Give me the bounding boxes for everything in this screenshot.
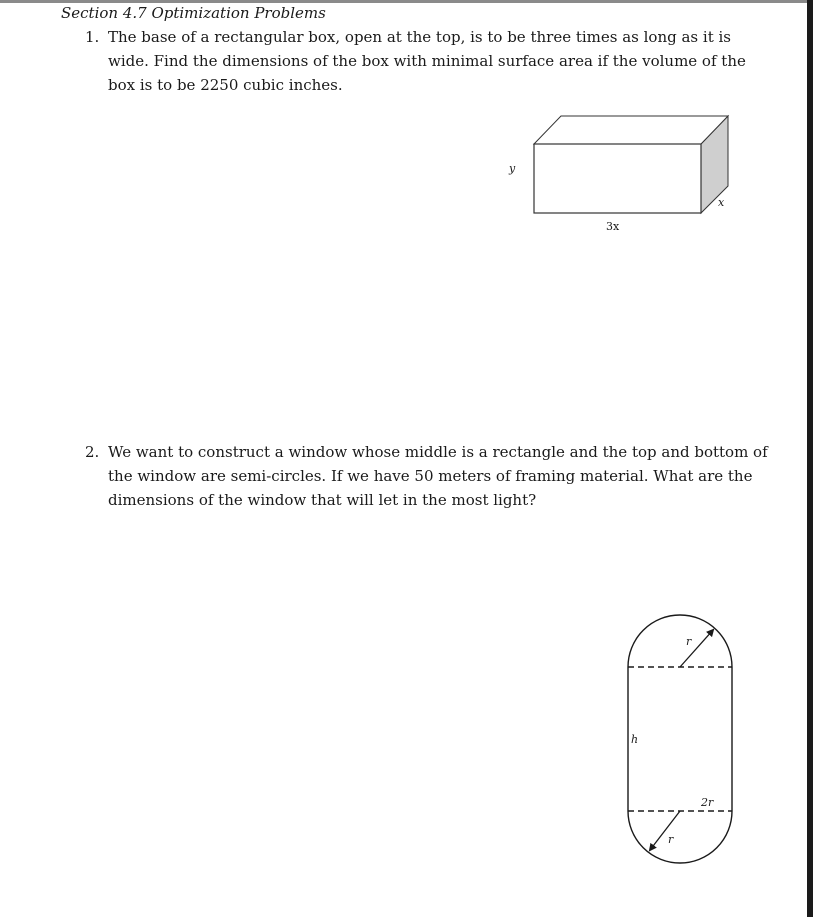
box-top-face [534, 116, 728, 144]
page-top-border [0, 0, 813, 3]
section-title: Section 4.7 Optimization Problems [61, 4, 326, 22]
window-width-label: 2r [701, 796, 714, 809]
box-figure [490, 110, 750, 240]
problem-1-number: 1. [85, 28, 100, 46]
page-right-border [807, 0, 813, 917]
bottom-radius-label: r [668, 833, 674, 846]
window-outline [628, 615, 732, 863]
box-length-label: 3x [606, 220, 620, 233]
problem-2-text: We want to construct a window whose middle is a rectangle and the top and bottom of the window are semi-circles. If we have 50 meters of framing material. What are the dimensions of the window that will let in the most light? [108, 443, 768, 509]
box-depth-label: x [718, 196, 725, 209]
top-radius-label: r [686, 635, 692, 648]
box-height-label: y [509, 162, 516, 175]
window-figure [610, 605, 750, 885]
problem-1-text: The base of a rectangular box, open at the top, is to be three times as long as it is wide. Find the dimensions of the box with minimal surface area if the volume of the box is to be 2250 cubic inches. [108, 28, 746, 94]
problem-2-number: 2. [85, 443, 100, 461]
box-front-face [534, 144, 701, 213]
window-height-label: h [631, 733, 639, 746]
